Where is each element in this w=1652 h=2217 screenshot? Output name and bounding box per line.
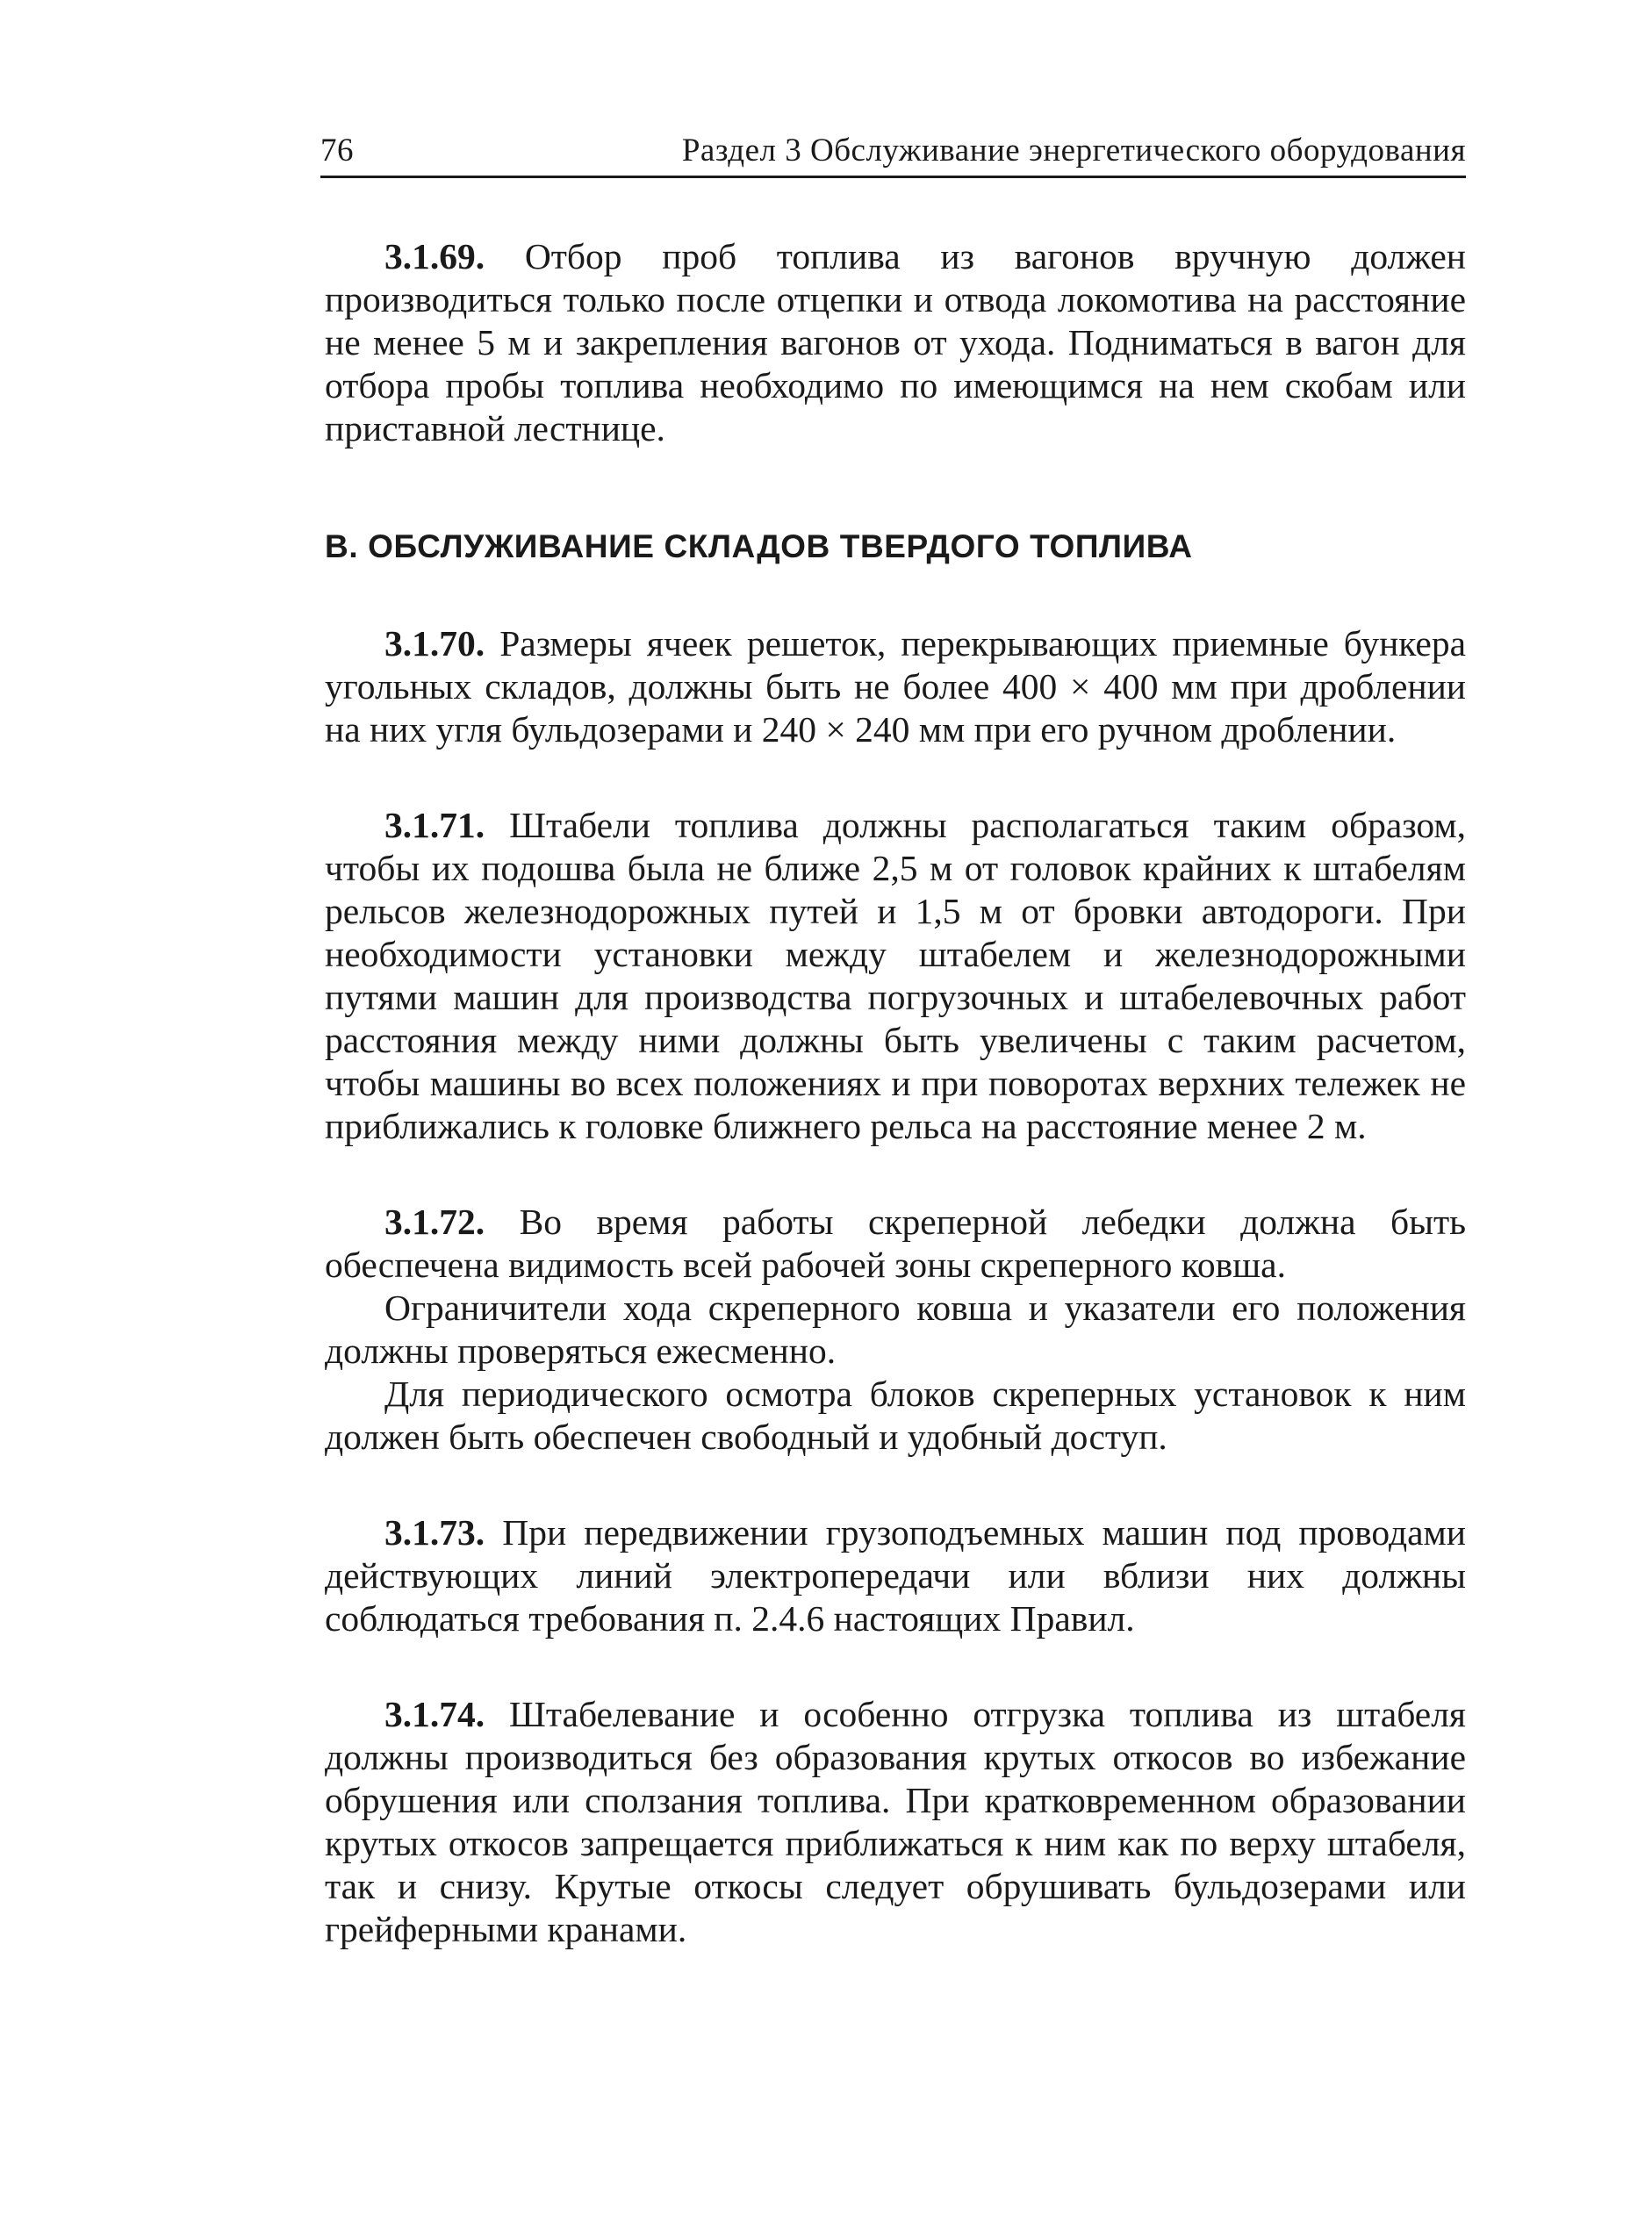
paragraph-3-1-72-continuation-1: Ограничители хода скреперного ковша и указатели его положения должны проверяться ежесменно.	[325, 1288, 1466, 1371]
clause-text: Штабелевание и особенно отгрузка топлива из штабеля должны производиться без образования крутых откосов во избежание обрушения или сползания топлива. При кратковременном образовании крутых откосов запрещается приближаться к ним как по верху штабеля, так и снизу. Крутые откосы следует обрушивать бульдозерами или грейферными кранами.	[325, 1694, 1466, 1949]
clause-text: При передвижении грузоподъемных машин под проводами действующих линий электропередачи или вблизи них должны соблюдаться требования п. 2.4.6 настоящих Правил.	[325, 1512, 1466, 1639]
running-section-title: Раздел 3 Обслуживание энергетического оборудования	[681, 133, 1466, 169]
clause-text: Штабели топлива должны располагаться таким образом, чтобы их подошва была не ближе 2,5 м от головок крайних к штабелям рельсов железнодорожных путей и 1,5 м от бровки автодороги. При необходимости установки между штабелем и железнодорожными путями машин для производства погрузочных и штабелевочных работ расстояния между ними должны быть увеличены с таким расчетом, чтобы машины во всех положениях и при поворотах верхних тележек не приближались к головке ближнего рельса на расстояние менее 2 м.	[325, 805, 1467, 1146]
paragraph-3-1-72-continuation-2: Для периодического осмотра блоков скреперных установок к ним должен быть обеспечен свободный и удобный доступ.	[325, 1374, 1466, 1457]
page-body	[325, 235, 1466, 1951]
clause-number: 3.1.69.	[384, 236, 485, 276]
clause-text: Во время работы скреперной лебедки должна быть обеспечена видимость всей рабочей зоны скреперного ковша.	[325, 1202, 1467, 1285]
clause-text: Размеры ячеек решеток, перекрывающих приемные бункера угольных складов, должны быть не более 400 × 400 мм при дроблении на них угля бульдозерами и 240 × 240 мм при его ручном дроблении.	[325, 623, 1467, 750]
clause-number: 3.1.70.	[384, 623, 485, 664]
clause-text: Отбор проб топлива из вагонов вручную должен производиться только после отцепки и отвода локомотива на расстояние не менее 5 м и закрепления вагонов от ухода. Подниматься в вагон для отбора пробы топлива необходимо по имеющимся на нем скобам или приставной лестнице.	[325, 236, 1466, 448]
header-rule	[320, 176, 1466, 178]
paragraph-3-1-71	[325, 804, 1466, 1148]
paragraph-3-1-70	[325, 622, 1466, 751]
paragraph-3-1-69	[325, 235, 1466, 450]
clause-number: 3.1.74.	[384, 1694, 485, 1734]
section-heading: В. ОБСЛУЖИВАНИЕ СКЛАДОВ ТВЕРДОГО ТОПЛИВА	[325, 528, 1193, 564]
clause-number: 3.1.71.	[384, 805, 485, 845]
running-header	[320, 123, 1466, 176]
clause-number: 3.1.72.	[384, 1202, 485, 1242]
paragraph-3-1-73	[325, 1511, 1466, 1640]
paragraph-3-1-74	[325, 1693, 1466, 1951]
paragraph-3-1-72	[325, 1201, 1466, 1287]
clause-number: 3.1.73.	[384, 1512, 485, 1553]
page-number: 76	[320, 133, 354, 169]
